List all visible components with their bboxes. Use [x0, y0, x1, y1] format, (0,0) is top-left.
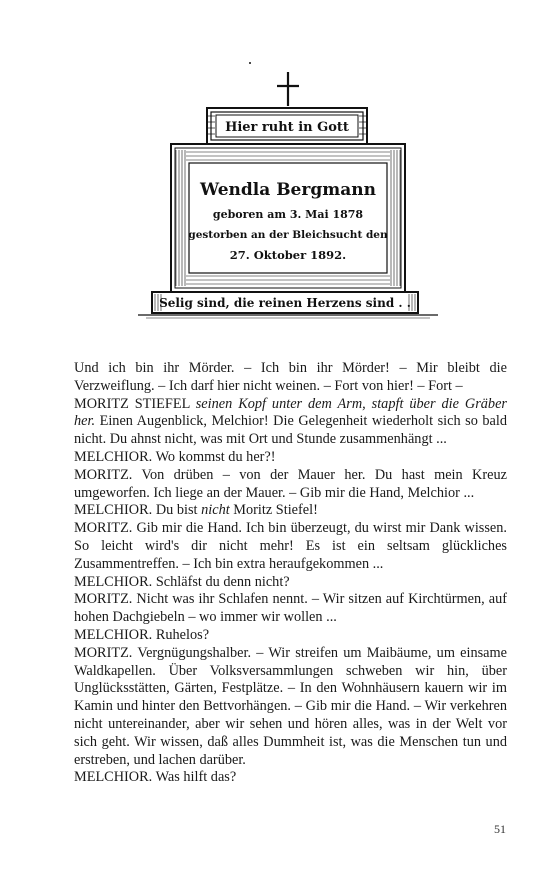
line-text: Wo kommst du her?! — [155, 448, 276, 465]
speaker-name: MORITZ. — [74, 520, 133, 537]
top-plaque — [207, 108, 367, 144]
speaker-name: MORITZ. — [74, 466, 133, 483]
line-text: Was hilft das? — [155, 769, 237, 786]
dialogue-line — [74, 467, 507, 503]
emphasis: nicht — [201, 502, 230, 519]
dialogue-line — [74, 520, 507, 573]
cross-icon — [277, 72, 299, 106]
dialogue-line — [74, 627, 507, 645]
line-text: Einen Augenblick, Melchior! Die Gelegenheit wiederholt sich so bald nicht. Du ahnst nicht, was mit Ort und Stunde zusammenhängt ... — [74, 413, 507, 448]
line-text: Gib mir die Hand. Ich bin überzeugt, du wirst mir Dank wissen. So leicht wird's dir nicht mehr! Es ist ein seltsam glückliches Zusammentreffen. – Ich bin extra heraufgekommen ... — [74, 520, 507, 572]
line-text: Und ich bin ihr Mörder. – Ich bin ihr Mörder! – Mir bleibt die Verzweiflung. – Ich darf hier nicht weinen. – Fort von hier! – Fort – — [74, 360, 507, 394]
line-text: Vergnügungshalber. – Wir streifen um Maibäume, um einsame Waldkapellen. Über Volksversammlungen schweben wir hin, über Unglücksstätten, Gärten, Festplätze. – In den Wohnhäusern kauern wir im Kamin und hinter den Bettvorhängen. – Gib mir die Hand. – Wir verkehren nicht untereinander, aber wir sehen und hören alles, was in der Welt vor sich geht. Wir wissen, daß alles Dummheit ist, was die Menschen tun und erstreben, und lachen darüber. — [74, 644, 507, 768]
speaker-name: MELCHIOR. — [74, 769, 153, 786]
deceased-name: Wendla Bergmann — [200, 180, 376, 200]
line-text: Schläfst du denn nicht? — [155, 573, 290, 590]
death-line: gestorben an der Bleichsucht den — [188, 229, 388, 241]
dialogue-line — [74, 591, 507, 627]
speaker-name: MORITZ. — [74, 591, 133, 608]
base-plaque-text: Selig sind, die reinen Herzens sind . . — [159, 296, 411, 310]
dialogue-line — [74, 502, 507, 520]
dialogue-line — [74, 449, 507, 467]
speaker-name: MORITZ. — [74, 644, 133, 661]
dialogue-line — [74, 574, 507, 592]
gravestone-illustration — [0, 0, 550, 340]
death-date: 27. Oktober 1892. — [229, 248, 347, 262]
speaker-name: MELCHIOR. — [74, 448, 153, 465]
top-plaque-text: Hier ruht in Gott — [225, 120, 349, 135]
speaker-name: MELCHIOR. — [74, 502, 153, 519]
line-text: Nicht was ihr Schlafen nennt. – Wir sitzen auf Kirchtürmen, auf hohen Dachgiebeln – wo immer wir wollen ... — [74, 591, 507, 626]
page-number: 51 — [494, 822, 506, 836]
line-text: Von drüben – von der Mauer her. Du hast mein Kreuz umgeworfen. Ich liege an der Mauer. – Gib mir die Hand, Melchior ... — [74, 466, 507, 501]
speaker-name: MELCHIOR. — [74, 573, 153, 590]
dialogue-line — [74, 769, 507, 787]
birth-line: geboren am 3. Mai 1878 — [212, 208, 364, 221]
dialogue-line — [74, 396, 507, 449]
play-text — [74, 360, 507, 787]
main-stone — [171, 144, 405, 292]
speaker-name: MORITZ STIEFEL — [74, 395, 190, 412]
line-text: Ruhelos? — [155, 626, 210, 643]
base-plaque — [138, 292, 438, 318]
stage-direction: seinen Kopf unter dem Arm, stapft über die Gräber her. — [74, 395, 507, 430]
line-text: Du bist — [155, 502, 198, 519]
narration-line — [74, 360, 507, 396]
speaker-name: MELCHIOR. — [74, 626, 153, 643]
dialogue-line — [74, 645, 507, 770]
line-text: Moritz Stiefel! — [233, 502, 318, 519]
